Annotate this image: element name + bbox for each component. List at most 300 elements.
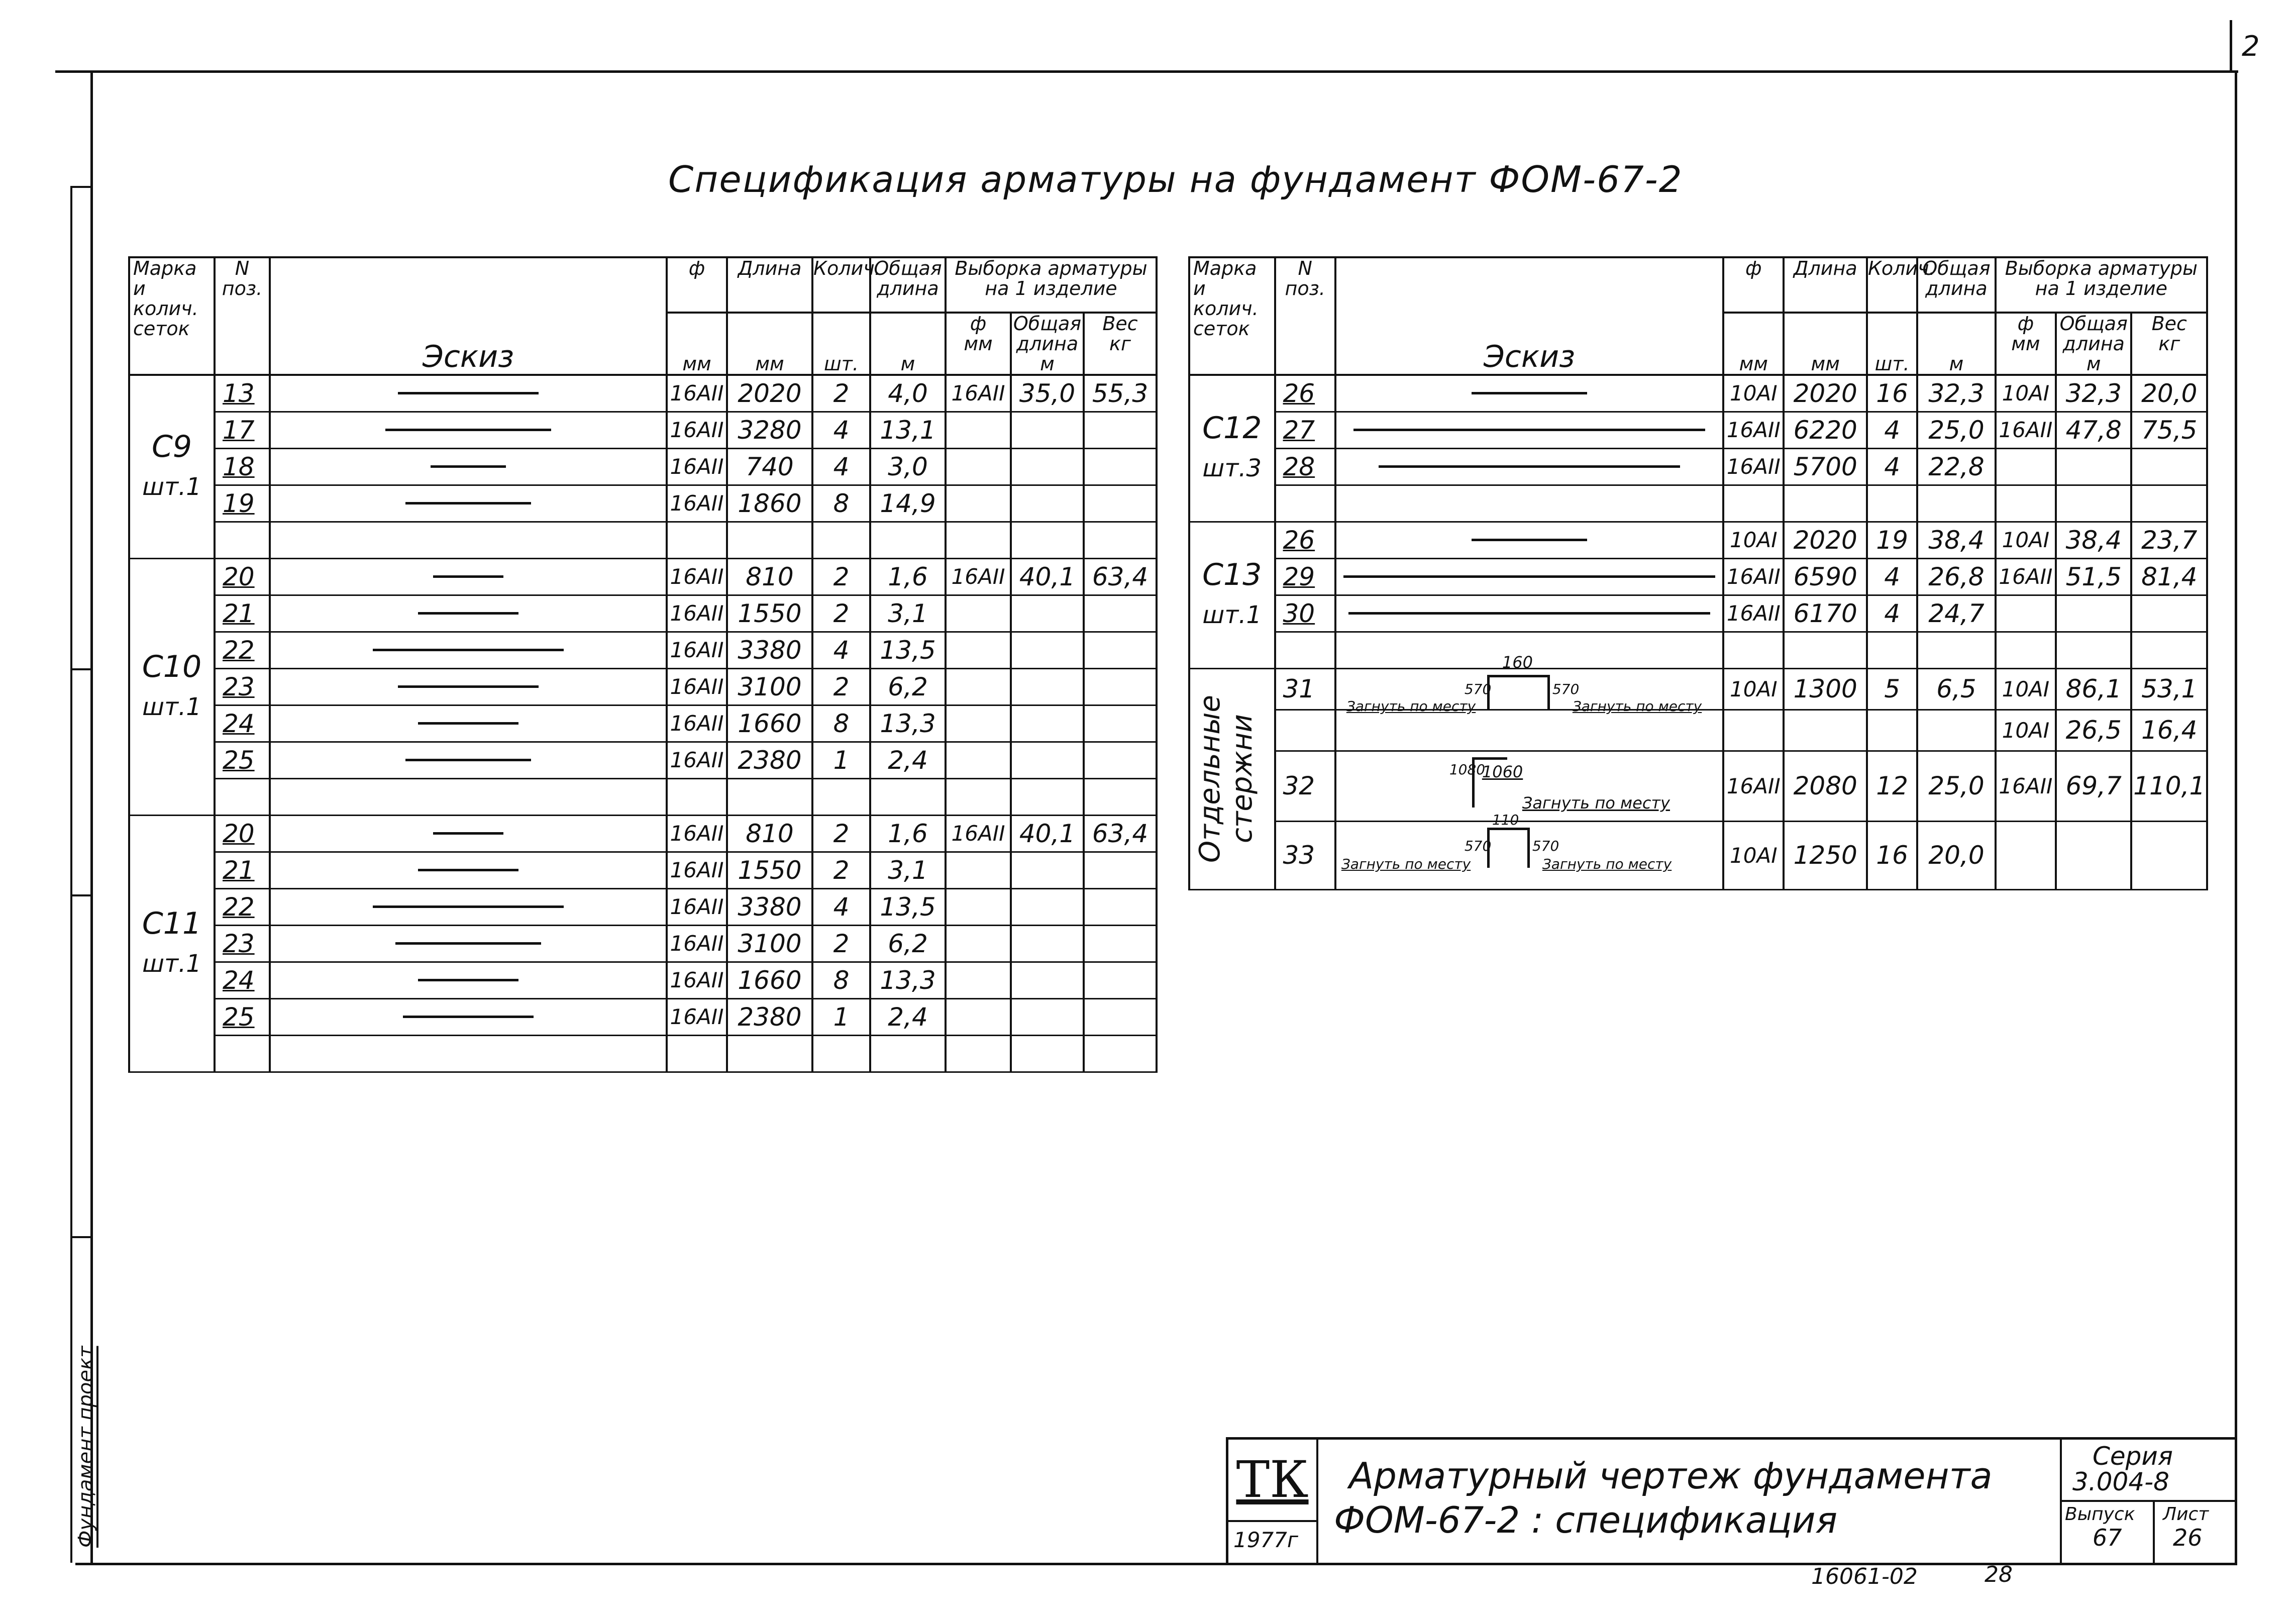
cell-phi: 16АII <box>667 962 727 998</box>
header-sel-phi-r: ф мм <box>1996 313 2056 375</box>
cell-sel-total <box>1011 998 1084 1035</box>
table-row <box>1189 485 2207 522</box>
cell-length: 5700 <box>1784 448 1866 485</box>
cell-length: 2020 <box>727 375 812 412</box>
table-row <box>1189 632 2207 668</box>
cell-sel-weight: 20,0 <box>2131 375 2207 412</box>
cell-length: 740 <box>727 448 812 485</box>
separate-bars-label: Отдельные стержни <box>1194 695 1259 863</box>
cell-total: 13,5 <box>870 888 946 925</box>
frame-right <box>2235 70 2237 1565</box>
table-row <box>129 412 1157 448</box>
cell-sketch <box>270 852 667 888</box>
cell-phi: 16АII <box>667 375 727 412</box>
stamp-org-box <box>1228 1440 1318 1522</box>
table-row <box>1189 522 2207 558</box>
cell-phi: 16АII <box>667 815 727 852</box>
cell-sel-phi <box>946 595 1011 632</box>
cell-sel-weight <box>1084 998 1157 1035</box>
table-row <box>1189 448 2207 485</box>
cell-phi: 10АI <box>1723 821 1784 889</box>
cell-sel-total <box>1011 888 1084 925</box>
margin-strip-mark-2 <box>70 668 93 670</box>
cell-sel-weight <box>1084 888 1157 925</box>
cell-sel-phi: 10АI <box>1996 522 2056 558</box>
cell-qty: 2 <box>812 558 870 595</box>
cell-total <box>1917 632 1995 668</box>
cell-qty: 2 <box>812 815 870 852</box>
cell-total: 3,1 <box>870 852 946 888</box>
frame-top <box>55 70 2238 73</box>
table-row <box>1189 710 2207 751</box>
cell-length: 3100 <box>727 668 812 705</box>
cell-sketch <box>270 485 667 522</box>
cell-total: 24,7 <box>1917 595 1995 632</box>
cell-phi: 16АII <box>667 412 727 448</box>
cell-qty: 2 <box>812 852 870 888</box>
cell-sel-weight <box>1084 778 1157 815</box>
cell-phi: 16АII <box>667 558 727 595</box>
cell-length <box>1784 710 1866 751</box>
cell-sel-phi <box>1996 595 2056 632</box>
cell-length: 1550 <box>727 595 812 632</box>
cell-sel-total <box>1011 852 1084 888</box>
cell-total: 14,9 <box>870 485 946 522</box>
header-phi-unit-r: мм <box>1723 313 1784 375</box>
cell-sketch <box>270 1035 667 1072</box>
header-phi: ф <box>667 257 727 313</box>
cell-position: 20 <box>215 815 270 852</box>
stamp-issue: 67 <box>2093 1524 2122 1551</box>
margin-note: Фундамент проект <box>74 1346 97 1548</box>
cell-sel-weight: 110,1 <box>2131 751 2207 821</box>
table-row <box>129 558 1157 595</box>
table-row <box>1189 558 2207 595</box>
mesh-grade: С11 <box>142 905 202 941</box>
rebar-sketch-line <box>373 905 564 908</box>
bend-note-left: Загнуть по месту <box>1341 856 1471 872</box>
table-row <box>129 742 1157 778</box>
cell-total: 6,2 <box>870 668 946 705</box>
rebar-sketch-line <box>405 759 531 761</box>
cell-qty: 4 <box>812 888 870 925</box>
cell-phi: 16АII <box>1723 448 1784 485</box>
header-pos-r: N поз. <box>1275 257 1335 375</box>
table-row <box>1189 668 2207 710</box>
cell-sel-total: 40,1 <box>1011 815 1084 852</box>
cell-phi: 16АII <box>667 888 727 925</box>
stamp-divider-3 <box>2060 1500 2237 1502</box>
cell-sel-phi: 16АII <box>1996 751 2056 821</box>
cell-qty: 8 <box>812 962 870 998</box>
cell-position: 20 <box>215 558 270 595</box>
cell-phi: 16АII <box>667 485 727 522</box>
table-row <box>129 778 1157 815</box>
corner-mark <box>2230 20 2232 70</box>
cell-sketch <box>270 558 667 595</box>
cell-sel-total <box>2056 595 2131 632</box>
header-phi-unit: мм <box>667 313 727 375</box>
table-row <box>1189 412 2207 448</box>
bend-note-left: Загнуть по месту <box>1346 698 1476 715</box>
cell-phi: 16АII <box>667 998 727 1035</box>
cell-phi <box>1723 632 1784 668</box>
cell-sel-weight: 75,5 <box>2131 412 2207 448</box>
table-row <box>129 998 1157 1035</box>
cell-sel-phi: 16АII <box>1996 558 2056 595</box>
cell-sel-weight <box>1084 412 1157 448</box>
cell-sketch <box>1335 751 1723 821</box>
cell-total: 13,1 <box>870 412 946 448</box>
cell-position: 21 <box>215 595 270 632</box>
mesh-grade: С12 <box>1202 411 1262 446</box>
cell-sel-weight <box>2131 821 2207 889</box>
stamp-divider-4 <box>2153 1500 2155 1565</box>
cell-phi: 16АII <box>667 852 727 888</box>
dim-top: 110 <box>1492 812 1519 828</box>
stamp-issue-label: Выпуск <box>2065 1504 2135 1525</box>
cell-sel-weight <box>1084 668 1157 705</box>
cell-position: 33 <box>1275 821 1335 889</box>
cell-phi: 16АII <box>1723 595 1784 632</box>
cell-sel-phi <box>946 1035 1011 1072</box>
bend-note-right: Загнуть по месту <box>1542 856 1672 872</box>
table-row <box>129 852 1157 888</box>
cell-sel-total: 35,0 <box>1011 375 1084 412</box>
cell-total: 1,6 <box>870 558 946 595</box>
cell-sel-phi <box>946 668 1011 705</box>
cell-sel-phi <box>1996 448 2056 485</box>
header-total-unit: м <box>870 313 946 375</box>
cell-length: 1300 <box>1784 668 1866 710</box>
cell-position: 22 <box>215 888 270 925</box>
cell-total: 3,1 <box>870 595 946 632</box>
cell-phi: 16АII <box>667 632 727 668</box>
cell-sketch <box>1335 375 1723 412</box>
cell-sel-total <box>1011 485 1084 522</box>
stamp-org: ТК <box>1236 1450 1309 1509</box>
bent-bar-sketch <box>1336 653 1722 715</box>
mesh-grade-cell <box>1189 522 1275 668</box>
cell-qty: 4 <box>1867 412 1917 448</box>
dim-b: 1060 <box>1482 762 1523 781</box>
table-row <box>129 522 1157 558</box>
cell-qty: 1 <box>812 998 870 1035</box>
cell-sel-phi <box>946 962 1011 998</box>
cell-sel-phi <box>946 925 1011 962</box>
bent-bar-sketch <box>1336 752 1722 820</box>
cell-total: 13,3 <box>870 705 946 742</box>
cell-position: 23 <box>215 925 270 962</box>
rebar-sketch-line <box>1353 429 1705 431</box>
sketch-segment <box>1527 828 1530 868</box>
cell-total: 3,0 <box>870 448 946 485</box>
cell-sketch <box>270 595 667 632</box>
header-grade-r: Марка и колич. сеток <box>1189 257 1275 375</box>
header-qty-unit: шт. <box>812 313 870 375</box>
cell-sel-phi: 16АII <box>946 815 1011 852</box>
stamp-year: 1977г <box>1233 1528 1298 1552</box>
cell-phi <box>667 778 727 815</box>
cell-sel-total: 86,1 <box>2056 668 2131 710</box>
cell-length: 1660 <box>727 705 812 742</box>
cell-position: 22 <box>215 632 270 668</box>
cell-length <box>1784 485 1866 522</box>
cell-length: 1860 <box>727 485 812 522</box>
rebar-sketch-line <box>1379 465 1680 468</box>
cell-sel-weight: 63,4 <box>1084 815 1157 852</box>
cell-phi: 16АII <box>1723 412 1784 448</box>
mesh-count: шт.1 <box>1202 601 1262 629</box>
cell-length: 3380 <box>727 632 812 668</box>
cell-sel-total <box>1011 705 1084 742</box>
margin-strip-mark-4 <box>70 1236 93 1238</box>
cell-sel-weight <box>1084 742 1157 778</box>
cell-position <box>1275 710 1335 751</box>
cell-sketch <box>270 668 667 705</box>
header-sel-weight: Вес кг <box>1084 313 1157 375</box>
cell-sketch <box>270 925 667 962</box>
cell-phi: 10АI <box>1723 668 1784 710</box>
cell-length <box>727 1035 812 1072</box>
header-total: Общая длина <box>870 257 946 313</box>
cell-length: 1550 <box>727 852 812 888</box>
cell-length: 810 <box>727 815 812 852</box>
mesh-grade-cell <box>129 815 215 1072</box>
rebar-sketch-line <box>418 722 518 725</box>
table-row <box>1189 751 2207 821</box>
table-row <box>129 925 1157 962</box>
cell-sel-phi <box>946 778 1011 815</box>
cell-position: 18 <box>215 448 270 485</box>
cell-sel-total <box>1011 742 1084 778</box>
cell-sel-weight <box>1084 632 1157 668</box>
mesh-count: шт.3 <box>1202 454 1262 483</box>
cell-sel-weight: 55,3 <box>1084 375 1157 412</box>
cell-sel-weight <box>2131 632 2207 668</box>
rebar-sketch-line <box>398 685 539 688</box>
cell-total: 1,6 <box>870 815 946 852</box>
cell-sel-weight: 81,4 <box>2131 558 2207 595</box>
dim-a: 1080 <box>1449 761 1486 778</box>
cell-qty <box>1867 485 1917 522</box>
cell-sel-total <box>1011 778 1084 815</box>
cell-sel-total <box>1011 448 1084 485</box>
header-sel-weight-r: Вес кг <box>2131 313 2207 375</box>
cell-phi <box>1723 710 1784 751</box>
cell-sel-weight <box>2131 485 2207 522</box>
dim-a: 570 <box>1464 681 1492 697</box>
cell-qty <box>812 778 870 815</box>
cell-total: 38,4 <box>1917 522 1995 558</box>
table-row <box>129 815 1157 852</box>
cell-qty: 8 <box>812 485 870 522</box>
table-row <box>129 448 1157 485</box>
cell-sel-phi <box>946 412 1011 448</box>
cell-sel-weight <box>1084 595 1157 632</box>
cell-sel-weight: 23,7 <box>2131 522 2207 558</box>
cell-position <box>215 522 270 558</box>
cell-length: 1250 <box>1784 821 1866 889</box>
cell-phi: 16АII <box>667 925 727 962</box>
cell-sel-phi: 16АII <box>946 558 1011 595</box>
dim-a: 570 <box>1464 838 1492 854</box>
table-row <box>1189 375 2207 412</box>
cell-phi: 16АII <box>667 448 727 485</box>
cell-sel-phi <box>946 888 1011 925</box>
rebar-sketch-line <box>403 1016 534 1018</box>
cell-qty: 4 <box>812 632 870 668</box>
cell-phi: 16АII <box>667 668 727 705</box>
footer-code: 16061-02 <box>1811 1564 1918 1589</box>
cell-qty: 2 <box>812 668 870 705</box>
cell-qty: 4 <box>812 448 870 485</box>
cell-total: 13,3 <box>870 962 946 998</box>
cell-sketch <box>1335 653 1723 715</box>
cell-length <box>727 522 812 558</box>
cell-sel-total <box>1011 412 1084 448</box>
page-corner-number: 2 <box>2242 30 2260 63</box>
cell-length: 6220 <box>1784 412 1866 448</box>
cell-qty: 2 <box>812 595 870 632</box>
rebar-sketch-line <box>1343 575 1715 578</box>
cell-sel-total <box>1011 1035 1084 1072</box>
cell-sel-total: 47,8 <box>2056 412 2131 448</box>
table-row <box>129 668 1157 705</box>
table-row <box>129 595 1157 632</box>
cell-total: 26,8 <box>1917 558 1995 595</box>
cell-sketch <box>1335 595 1723 632</box>
cell-total: 6,5 <box>1917 668 1995 710</box>
cell-position: 28 <box>1275 448 1335 485</box>
table-row <box>129 705 1157 742</box>
cell-sel-phi <box>946 705 1011 742</box>
cell-sel-weight: 63,4 <box>1084 558 1157 595</box>
cell-sel-weight <box>1084 522 1157 558</box>
cell-phi: 16АII <box>667 705 727 742</box>
header-sel-total-r: Общая длина м <box>2056 313 2131 375</box>
table-row <box>129 962 1157 998</box>
cell-phi: 10АI <box>1723 522 1784 558</box>
title-block <box>1226 1437 2237 1565</box>
header-qty: Колич. <box>812 257 870 313</box>
table-row <box>129 375 1157 412</box>
mesh-grade-cell <box>1189 375 1275 522</box>
cell-qty: 5 <box>1867 668 1917 710</box>
header-qty-unit-r: шт. <box>1867 313 1917 375</box>
cell-qty: 1 <box>812 742 870 778</box>
cell-sketch <box>270 742 667 778</box>
header-sketch: Эскиз <box>270 257 667 375</box>
mesh-grade-cell <box>129 375 215 558</box>
cell-sketch <box>270 998 667 1035</box>
header-selection-r: Выборка арматуры на 1 изделие <box>1996 257 2207 313</box>
cell-sketch <box>270 962 667 998</box>
cell-sketch <box>1335 522 1723 558</box>
cell-qty: 4 <box>812 412 870 448</box>
header-sel-total: Общая длина м <box>1011 313 1084 375</box>
cell-sel-total: 40,1 <box>1011 558 1084 595</box>
header-len: Длина <box>727 257 812 313</box>
table-row <box>129 1035 1157 1072</box>
header-phi-r: ф <box>1723 257 1784 313</box>
stamp-title-2: ФОМ-67-2 : спецификация <box>1334 1499 1838 1541</box>
cell-sel-weight <box>1084 448 1157 485</box>
cell-length: 2080 <box>1784 751 1866 821</box>
dim-b: 570 <box>1532 838 1559 854</box>
cell-length: 3100 <box>727 925 812 962</box>
cell-position: 32 <box>1275 751 1335 821</box>
rebar-sketch-line <box>418 979 518 981</box>
header-sel-phi: ф мм <box>946 313 1011 375</box>
cell-total <box>1917 485 1995 522</box>
cell-phi: 16АII <box>1723 558 1784 595</box>
mesh-grade: С9 <box>151 429 192 464</box>
margin-strip-mark-1 <box>70 186 93 188</box>
cell-length: 1660 <box>727 962 812 998</box>
table-row <box>129 485 1157 522</box>
mesh-grade: С13 <box>1202 557 1262 592</box>
cell-total <box>870 522 946 558</box>
cell-phi: 16АII <box>667 595 727 632</box>
cell-sel-phi: 16АII <box>1996 412 2056 448</box>
cell-length: 810 <box>727 558 812 595</box>
cell-sketch <box>1335 448 1723 485</box>
cell-phi: 16АII <box>667 742 727 778</box>
stamp-divider-2 <box>2060 1440 2062 1565</box>
cell-qty <box>812 522 870 558</box>
cell-qty: 4 <box>1867 448 1917 485</box>
cell-position <box>215 778 270 815</box>
mesh-count: шт.1 <box>142 692 201 721</box>
cell-sel-total <box>2056 485 2131 522</box>
cell-length: 6170 <box>1784 595 1866 632</box>
cell-position: 23 <box>215 668 270 705</box>
cell-length: 2380 <box>727 998 812 1035</box>
stamp-sheet: 26 <box>2173 1524 2203 1551</box>
cell-sel-total <box>1011 595 1084 632</box>
cell-length: 3280 <box>727 412 812 448</box>
cell-qty: 12 <box>1867 751 1917 821</box>
cell-sketch <box>270 632 667 668</box>
dim-top: 160 <box>1502 653 1533 672</box>
spec-table-left <box>128 256 1158 1073</box>
cell-sketch <box>270 815 667 852</box>
cell-position: 30 <box>1275 595 1335 632</box>
cell-sel-total: 69,7 <box>2056 751 2131 821</box>
cell-phi <box>667 522 727 558</box>
cell-sel-phi <box>946 998 1011 1035</box>
cell-length: 2380 <box>727 742 812 778</box>
rebar-sketch-line <box>1472 539 1587 541</box>
cell-qty: 4 <box>1867 558 1917 595</box>
cell-total: 6,2 <box>870 925 946 962</box>
cell-sel-total <box>1011 962 1084 998</box>
cell-sel-weight <box>2131 448 2207 485</box>
stamp-title-1: Арматурный чертеж фундамента <box>1349 1455 1993 1497</box>
cell-sel-total: 26,5 <box>2056 710 2131 751</box>
cell-sketch <box>1335 710 1723 751</box>
cell-phi: 16АII <box>1723 751 1784 821</box>
sketch-segment <box>1547 675 1550 710</box>
cell-sel-total <box>1011 632 1084 668</box>
cell-total: 4,0 <box>870 375 946 412</box>
header-pos: N поз. <box>215 257 270 375</box>
header-len-unit-r: мм <box>1784 313 1866 375</box>
cell-sel-total <box>2056 448 2131 485</box>
cell-sel-weight <box>1084 705 1157 742</box>
cell-sel-weight <box>1084 962 1157 998</box>
